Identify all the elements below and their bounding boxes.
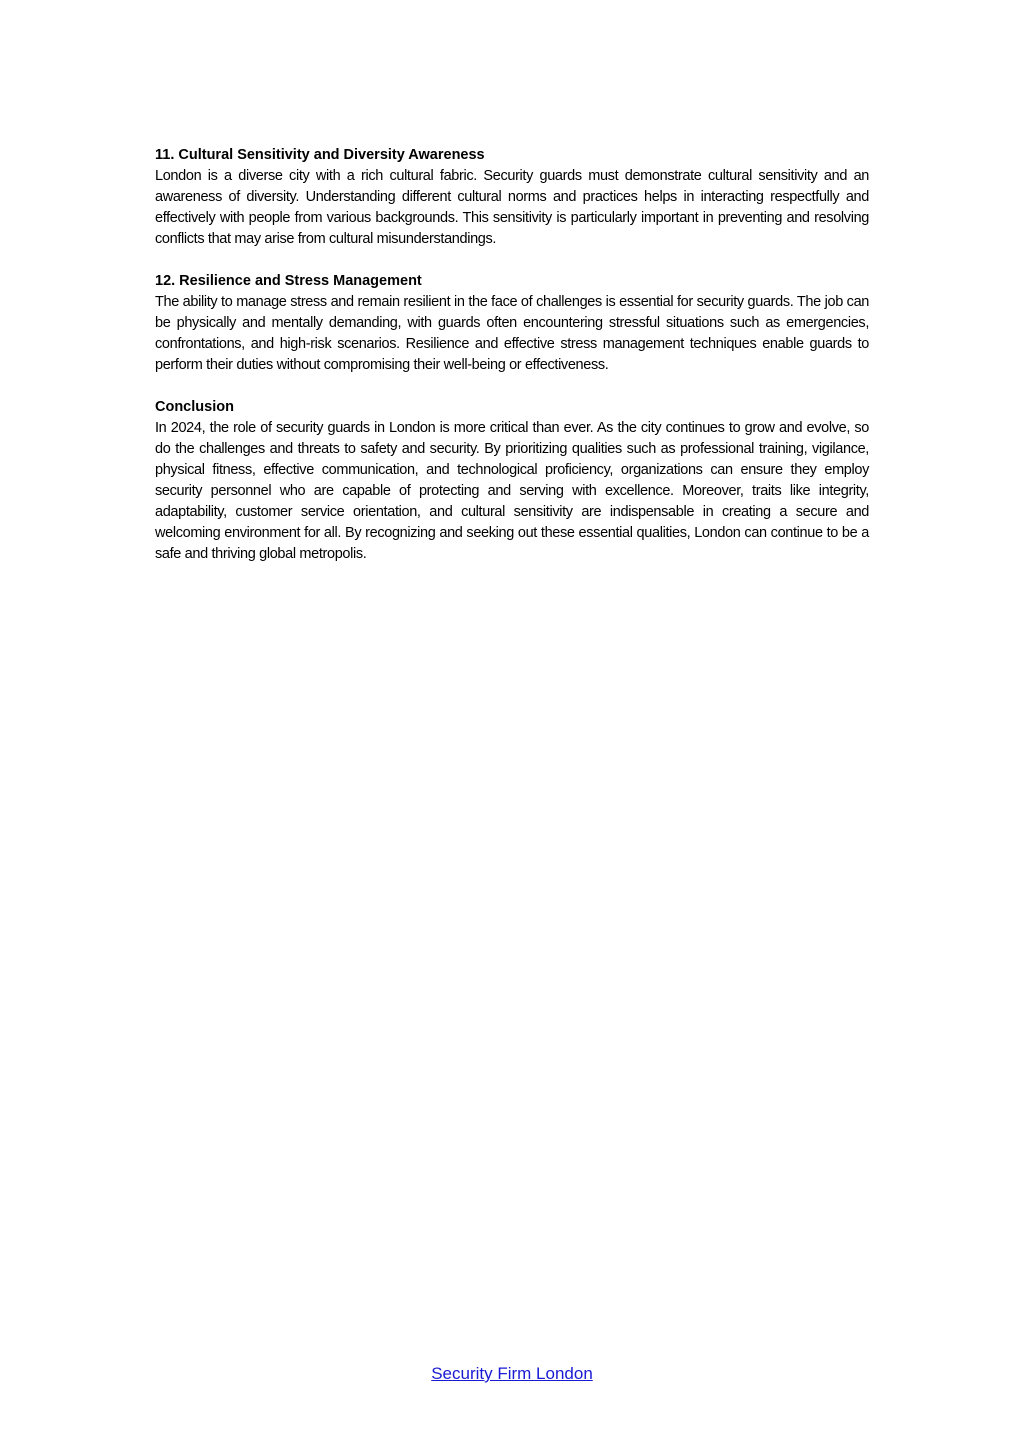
document-body [155,145,869,586]
section-heading: Conclusion [155,399,234,415]
footer-link[interactable]: Security Firm London [431,1364,593,1383]
section-heading: 12. Resilience and Stress Management [155,273,422,289]
section-cultural-sensitivity [155,145,869,250]
section-conclusion [155,397,869,565]
section-paragraph: The ability to manage stress and remain resilient in the face of challenges is essential for security guards. The job can be physically and mentally demanding, with guards often encountering stressful situations such as emergencies, confrontations, and high-risk scenarios. Resilience and effective stress management techniques enable guards to perform their duties without compromising their well-being or effectiveness. [155,294,869,373]
section-paragraph: London is a diverse city with a rich cultural fabric. Security guards must demonstrate cultural sensitivity and an awareness of diversity. Understanding different cultural norms and practices helps in interacting respectfully and effectively with people from various backgrounds. This sensitivity is particularly important in preventing and resolving conflicts that may arise from cultural misunderstandings. [155,168,869,247]
section-heading: 11. Cultural Sensitivity and Diversity Awareness [155,147,485,163]
section-resilience [155,271,869,376]
section-paragraph: In 2024, the role of security guards in London is more critical than ever. As the city continues to grow and evolve, so do the challenges and threats to safety and security. By prioritizing qualities such as professional training, vigilance, physical fitness, effective communication, and technological proficiency, organizations can ensure they employ security personnel who are capable of protecting and serving with excellence. Moreover, traits like integrity, adaptability, customer service orientation, and cultural sensitivity are indispensable in creating a secure and welcoming environment for all. By recognizing and seeking out these essential qualities, London can continue to be a safe and thriving global metropolis. [155,420,869,562]
page-footer [0,1364,1024,1384]
